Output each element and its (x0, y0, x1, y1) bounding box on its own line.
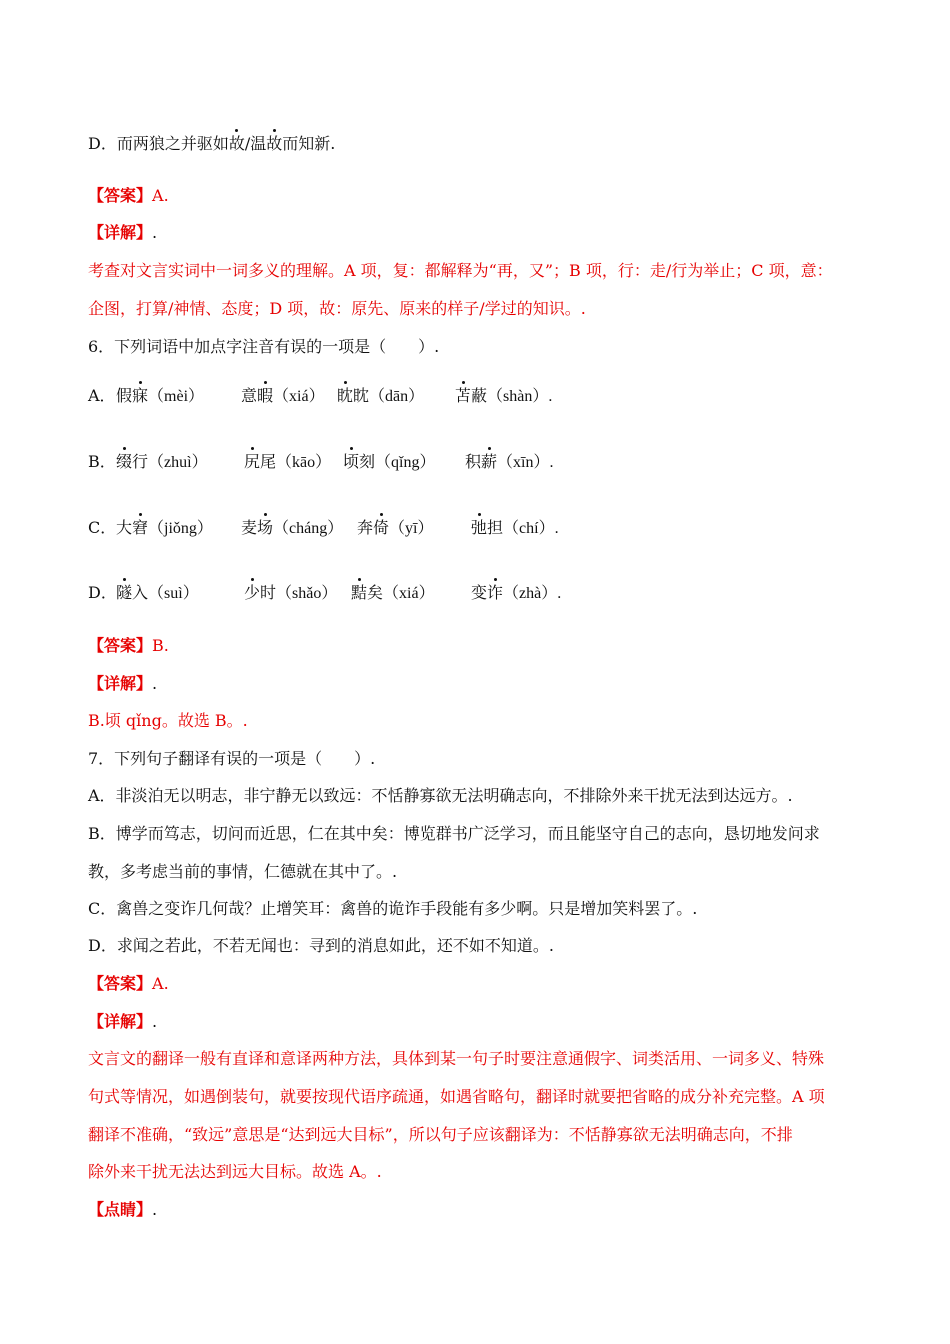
q7-answer: 【答案】A. (88, 974, 169, 993)
q7-option-b-line1: B．博学而笃志，切问而近思，仁在其中矣：博览群书广泛学习，而且能坚守自己的志向，恳切地发问求 (88, 824, 820, 843)
q5-explanation-line1: 考查对文言实词中一词多义的理解。A 项，复：都解释为“再，又”；B 项，行：走/行为举止；C 项，意： (88, 261, 833, 280)
dotted-char: 倚 (373, 518, 390, 537)
dotted-char: 薪 (481, 452, 498, 471)
q5-detail-heading: 【详解】. (88, 223, 158, 242)
q7-explanation-line1: 文言文的翻译一般有直译和意译两种方法，具体到某一句子时要注意通假字、词类活用、一词多义、特殊 (88, 1049, 825, 1068)
dotted-char: 眈 (337, 386, 354, 405)
q7-explanation-line3: 翻译不准确，“致远”意思是“达到远大目标”，所以句子应该翻译为：不恬静寡欲无法明确志向，不排 (88, 1125, 793, 1144)
dotted-char: 少 (244, 583, 261, 602)
q6-stem: 6．下列词语中加点字注音有误的一项是（ ）. (88, 337, 440, 356)
dotted-char: 黠 (351, 583, 368, 602)
q7-option-b-line2: 教，多考虑当前的事情，仁德就在其中了。. (88, 862, 398, 881)
q7-stem: 7．下列句子翻译有误的一项是（ ）. (88, 749, 376, 768)
q7-explanation-line2: 句式等情况，如遇倒装句，就要按现代语序疏通，如遇省略句，翻译时就要把省略的成分补充完整。A 项 (88, 1087, 825, 1106)
dotted-char: 寐 (132, 386, 149, 405)
dotted-char: 弛 (471, 518, 488, 537)
q5-explanation-line2: 企图，打算/神情、态度；D 项，故：原先、原来的样子/学过的知识。. (88, 299, 586, 318)
q5-answer: 【答案】A. (88, 186, 169, 205)
q6-answer: 【答案】B. (88, 636, 169, 655)
q7-explanation-line4: 除外来干扰无法达到远大目标。故选 A。. (88, 1162, 382, 1181)
dotted-char: 尻 (244, 452, 261, 471)
q6-detail-heading: 【详解】. (88, 674, 158, 693)
q7-option-a: A．非淡泊无以明志，非宁静无以致远：不恬静寡欲无法明确志向，不排除外来干扰无法到达远方。. (88, 786, 793, 805)
q5-option-d: D．而两狼之并驱如故/温故而知新. (88, 134, 336, 153)
q7-option-d: D．求闻之若此，不若无闻也：寻到的消息如此，还不如不知道。. (88, 936, 554, 955)
q7-option-c: C．禽兽之变诈几何哉？止增笑耳：禽兽的诡诈手段能有多少啊。只是增加笑料罢了。. (88, 899, 698, 918)
dotted-char: 故 (266, 134, 283, 153)
dotted-char: 场 (257, 518, 274, 537)
dotted-char: 顷 (343, 452, 360, 471)
dotted-char: 诈 (487, 583, 504, 602)
q6-explanation: B.顷 qǐng。故选 B。. (88, 711, 248, 730)
dotted-char: 故 (228, 134, 245, 153)
dotted-char: 缀 (116, 452, 133, 471)
dotted-char: 暇 (257, 386, 274, 405)
q7-detail-heading: 【详解】. (88, 1012, 158, 1031)
dotted-char: 窘 (132, 518, 149, 537)
dotted-char: 隧 (116, 583, 133, 602)
q7-tip-heading: 【点睛】. (88, 1200, 158, 1219)
dotted-char: 苫 (455, 386, 472, 405)
